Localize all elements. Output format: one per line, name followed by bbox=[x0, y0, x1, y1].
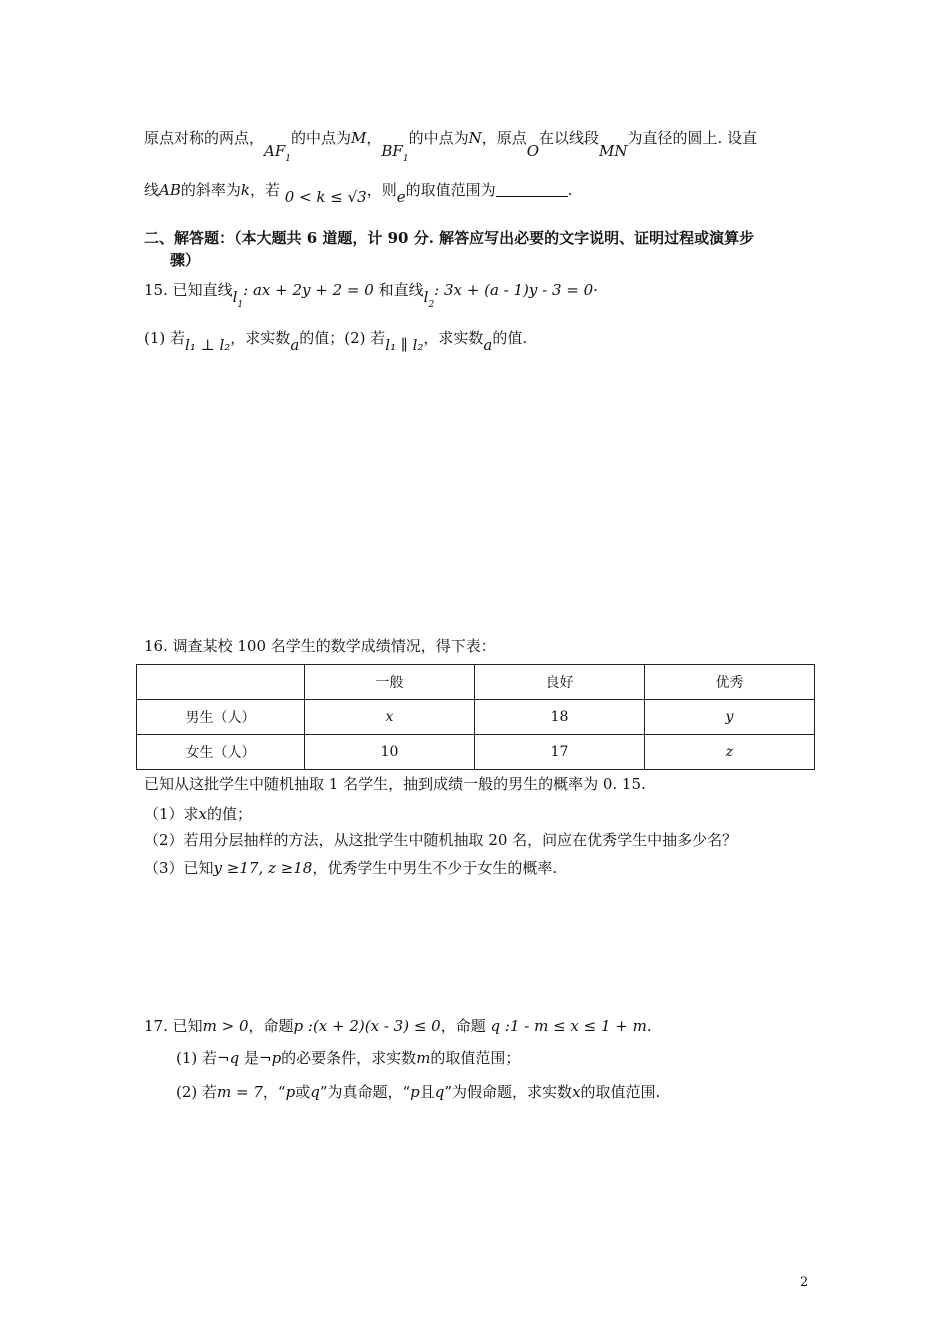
slope-inequality: 0 < k ≤ √3 bbox=[284, 188, 367, 206]
q15-text: ，求实数 bbox=[230, 329, 291, 347]
table-cell: z bbox=[645, 735, 815, 770]
q16-text: 已知从这批学生中随机抽取 1 名学生，抽到成绩一般的男生的概率为 0. 15. bbox=[144, 775, 646, 793]
intro-line-1 bbox=[144, 128, 758, 164]
q16-text: 的值； bbox=[207, 805, 253, 823]
bf1-label: $BF_1$ bbox=[381, 142, 409, 164]
line-ab: AB bbox=[159, 181, 181, 199]
question-number: 16. 调查某校 100 名学生的数学成绩情况，得下表： bbox=[144, 637, 496, 655]
line-l1: $l_1$ bbox=[232, 288, 244, 310]
origin-o: O bbox=[526, 142, 540, 160]
intro-text: 的斜率为 bbox=[180, 181, 241, 199]
q16-known bbox=[144, 774, 646, 794]
table-cell: 10 bbox=[305, 735, 475, 770]
part-label: (2) 若 bbox=[176, 1083, 218, 1101]
q17-text: ”为假命题，求实数 bbox=[444, 1083, 573, 1101]
part-label: （3）已知 bbox=[144, 859, 214, 877]
intro-text: ，若 bbox=[249, 181, 280, 199]
table-cell: 18 bbox=[475, 700, 645, 735]
perpendicular-condition: l₁ ⊥ l₂ bbox=[185, 336, 231, 354]
condition-m7: m = 7 bbox=[217, 1083, 263, 1101]
not-q: ¬q bbox=[217, 1049, 240, 1067]
question-number: 15. 已知直线 bbox=[144, 281, 233, 299]
variable-m: m bbox=[416, 1049, 431, 1067]
intro-text: 的取值范围为 bbox=[405, 181, 496, 199]
prop-p: p bbox=[410, 1083, 420, 1101]
q16-statement bbox=[144, 636, 496, 656]
table-header-cell: 一般 bbox=[305, 665, 475, 700]
table-cell: x bbox=[305, 700, 475, 735]
intro-text: ，则 bbox=[366, 181, 397, 199]
q16-sub-3 bbox=[144, 858, 557, 878]
intro-text: 原点对称的两点， bbox=[144, 129, 265, 147]
equation-l2: : 3x + (a - 1)y - 3 = 0 bbox=[434, 281, 594, 299]
table-cell: 17 bbox=[475, 735, 645, 770]
condition-yz: y ≥17, z ≥18 bbox=[213, 859, 313, 877]
variable-x: x bbox=[198, 805, 208, 823]
q17-text: 的取值范围； bbox=[430, 1049, 521, 1067]
table-row bbox=[137, 700, 815, 735]
q16-sub-2 bbox=[144, 830, 737, 850]
q15-text: · bbox=[593, 281, 598, 299]
prop-p: p bbox=[285, 1083, 296, 1101]
parallel-condition: l₁ ∥ l₂ bbox=[385, 336, 424, 354]
section-note: （本大题共 6 道题，计 90 分. 解答应写出必要的文字说明、证明过程或演算步 bbox=[234, 229, 755, 247]
part-label: (1) 若 bbox=[144, 329, 186, 347]
section-title: 二、解答题： bbox=[144, 229, 235, 247]
intro-text: 在以线段 bbox=[539, 129, 600, 147]
q17-text: 或 bbox=[295, 1083, 311, 1101]
line-l2: $l_2$ bbox=[423, 288, 435, 310]
q17-text: 且 bbox=[419, 1083, 435, 1101]
eccentricity-e: e bbox=[396, 188, 406, 206]
intro-text: ，原点 bbox=[481, 129, 527, 147]
table-cell: 女生（人） bbox=[137, 735, 305, 770]
answer-blank[interactable] bbox=[496, 182, 568, 197]
section-heading-cont bbox=[170, 250, 200, 270]
q17-text: ，“ bbox=[262, 1083, 286, 1101]
intro-text: 的中点为 bbox=[291, 129, 352, 147]
not-p: ¬p bbox=[259, 1049, 282, 1067]
q17-text: ”为真命题，“ bbox=[319, 1083, 411, 1101]
prop-q: q bbox=[310, 1083, 320, 1101]
proposition-p: p :(x + 2)(x - 3) ≤ 0 bbox=[293, 1017, 441, 1035]
table-row bbox=[137, 735, 815, 770]
table-header-cell: 优秀 bbox=[645, 665, 815, 700]
prop-q: q bbox=[434, 1083, 445, 1101]
q17-text: 的必要条件，求实数 bbox=[281, 1049, 417, 1067]
q17-sub-1 bbox=[176, 1048, 520, 1068]
page-number: 2 bbox=[800, 1275, 809, 1290]
point-n: N bbox=[468, 129, 482, 147]
q16-text: ，优秀学生中男生不少于女生的概率. bbox=[312, 859, 558, 877]
q17-text: ，命题 bbox=[248, 1017, 294, 1035]
q17-text: ，命题 bbox=[440, 1017, 486, 1035]
q17-text: 是 bbox=[243, 1049, 259, 1067]
q17-text: 的取值范围. bbox=[580, 1083, 661, 1101]
slope-k: k bbox=[240, 181, 250, 199]
q17-sub-2 bbox=[176, 1082, 660, 1102]
q15-statement bbox=[144, 280, 598, 308]
intro-text: 为直径的圆上. 设直 bbox=[627, 129, 758, 147]
q15-text: 的值. bbox=[492, 329, 528, 347]
table-cell: y bbox=[645, 700, 815, 735]
segment-mn: MN bbox=[599, 142, 628, 160]
condition-m: m > 0 bbox=[202, 1017, 249, 1035]
q17-text: . bbox=[646, 1017, 652, 1035]
intro-text: . bbox=[567, 181, 573, 199]
table-cell: 男生（人） bbox=[137, 700, 305, 735]
section-note: 骤） bbox=[170, 251, 201, 269]
proposition-q: q :1 - m ≤ x ≤ 1 + m bbox=[490, 1017, 647, 1035]
table-header-cell: 良好 bbox=[475, 665, 645, 700]
grades-table bbox=[136, 664, 815, 770]
q15-parts bbox=[144, 328, 528, 354]
variable-x: x bbox=[572, 1083, 581, 1101]
q17-statement bbox=[144, 1016, 652, 1036]
question-number: 17. 已知 bbox=[144, 1017, 203, 1035]
variable-a: a bbox=[290, 336, 300, 354]
q16-sub-1 bbox=[144, 804, 252, 824]
intro-text: 线 bbox=[144, 181, 160, 199]
part-label: (1) 若 bbox=[176, 1049, 218, 1067]
table-header-row bbox=[137, 665, 815, 700]
q15-text: ，求实数 bbox=[423, 329, 484, 347]
intro-text: ， bbox=[366, 129, 382, 147]
equation-l1: : ax + 2y + 2 = 0 bbox=[243, 281, 374, 299]
q15-text: 和直线 bbox=[378, 281, 424, 299]
q16-text: （2）若用分层抽样的方法，从这批学生中随机抽取 20 名，问应在优秀学生中抽多少名？ bbox=[144, 831, 738, 849]
q15-text: 的值；(2) 若 bbox=[299, 329, 386, 347]
table-header-cell bbox=[137, 665, 305, 700]
section-heading bbox=[144, 228, 754, 248]
intro-line-2 bbox=[144, 180, 573, 206]
af1-label: $AF_1$ bbox=[264, 142, 291, 164]
variable-a: a bbox=[483, 336, 493, 354]
intro-text: 的中点为 bbox=[408, 129, 469, 147]
part-label: （1）求 bbox=[144, 805, 199, 823]
point-m: M bbox=[351, 129, 367, 147]
